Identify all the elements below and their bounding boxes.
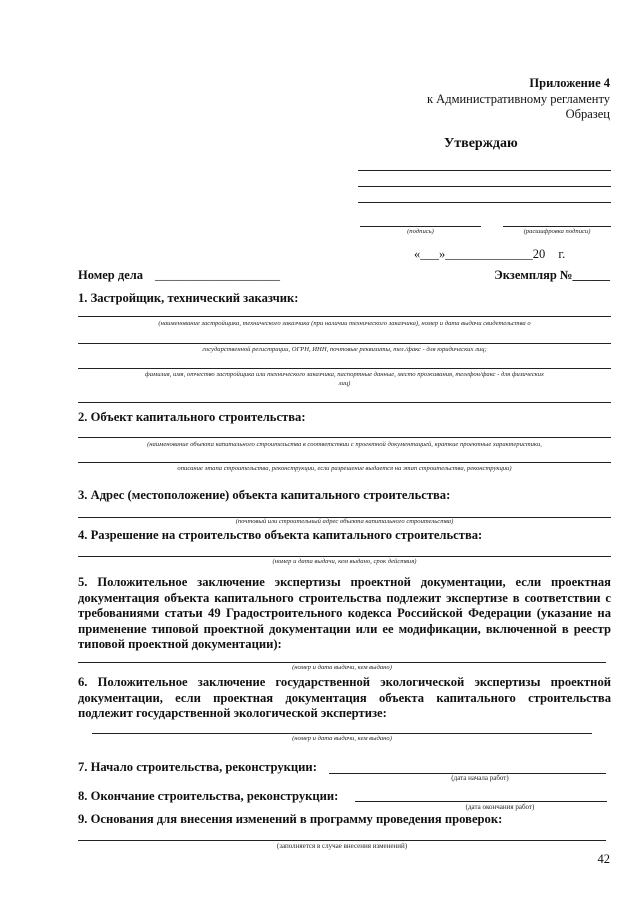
section-3-hint: (почтовый или строительный адрес объекта капитального строительства): [235, 518, 454, 525]
section-4-line: [78, 556, 611, 557]
case-number-blank: ____________________: [155, 268, 280, 282]
signature-line: [360, 226, 481, 227]
approval-date-text: «___»______________20: [414, 247, 546, 261]
section-6-title: 6. Положительное заключение государственной экологической экспертизы проектной документации, если проектная документация объекта капитального строительства подлежит государственной экологической экспертизе:: [78, 675, 611, 720]
section-9-hint: (заполняется в случае внесения изменений): [276, 842, 408, 850]
case-number-label: Номер дела: [78, 268, 144, 282]
section-6-hint: (номер и дата выдачи, кем выдано): [292, 735, 392, 742]
appendix-title: Приложение 4: [529, 76, 610, 90]
approval-year-suffix: г.: [558, 247, 566, 261]
section-4-hint: (номер и дата выдачи, кем выдано, срок действия): [272, 558, 417, 565]
signature-hint: (подпись): [407, 228, 434, 235]
section-4-title: 4. Разрешение на строительство объекта капитального строительства:: [78, 528, 483, 542]
section-8-title: 8. Окончание строительства, реконструкции:: [78, 789, 339, 803]
section-3-title: 3. Адрес (местоположение) объекта капитального строительства:: [78, 488, 451, 502]
section-8-hint: (дата окончания работ): [465, 803, 535, 811]
section-9-line: [78, 840, 606, 841]
section-2-title: 2. Объект капитального строительства:: [78, 410, 306, 424]
section-5-line: [78, 662, 606, 663]
section-9-title: 9. Основания для внесения изменений в программу проведения проверок:: [78, 812, 503, 826]
sample-label: Образец: [565, 107, 610, 121]
section-7-hint: (дата начала работ): [451, 774, 509, 782]
regulation-reference: к Административному регламенту: [426, 92, 610, 106]
section-1-line-1: [78, 316, 611, 317]
section-7-title: 7. Начало строительства, реконструкции:: [78, 760, 317, 774]
approval-date: [414, 247, 565, 262]
section-1-line-3: [78, 368, 611, 369]
section-1-hint-2: государственной регистрации, ОГРН, ИНН, почтовые реквизиты, тел./факс - для юридических лиц;: [202, 346, 487, 353]
approval-line-2: [358, 186, 611, 187]
section-2-hint-2: описание этапа строительства, реконструкции, если разрешение выдается на этап строительства, реконструкции): [177, 465, 512, 472]
section-1-hint-4: лиц): [338, 380, 351, 387]
section-5-title: 5. Положительное заключение экспертизы проектной документации, если проектная документация объекта капитального строительства подлежит экспертизе в соответствии с требованиями статьи 49 Градостроительного кодекса Российской Федерации (указание на применение типовой проектной документации или ее модификации, включенной в реестр типовой проектной документации):: [78, 575, 611, 651]
section-2-line-2: [78, 462, 611, 463]
section-8-line: [355, 801, 607, 802]
signature-decode-hint: (расшифровка подписи): [523, 228, 591, 235]
approval-line-3: [358, 202, 611, 203]
page-number: 42: [597, 852, 610, 866]
section-5-hint: (номер и дата выдачи, кем выдано): [292, 664, 392, 671]
section-1-hint-3: фамилия, имя, отчество застройщика или технического заказчика, паспортные данные, место проживания, телефон/факс - для физических: [145, 371, 544, 378]
copy-number-label: Экземпляр №______: [494, 268, 610, 282]
section-1-title: 1. Застройщик, технический заказчик:: [78, 291, 299, 305]
section-1-hint-1: (наименование застройщика, технического заказчика (при наличии технического заказчика), номер и дата выдачи свидетельства о: [158, 320, 531, 327]
section-6-line: [92, 733, 592, 734]
section-1-line-4: [78, 402, 611, 403]
section-1-line-2: [78, 343, 611, 344]
approval-title: Утверждаю: [444, 136, 518, 151]
section-2-hint-1: (наименование объекта капитального строительства в соответствии с проектной документацией, краткие проектные характеристики,: [147, 441, 542, 448]
approval-line-1: [358, 170, 611, 171]
section-2-line-1: [78, 437, 611, 438]
signature-decode-line: [503, 226, 611, 227]
